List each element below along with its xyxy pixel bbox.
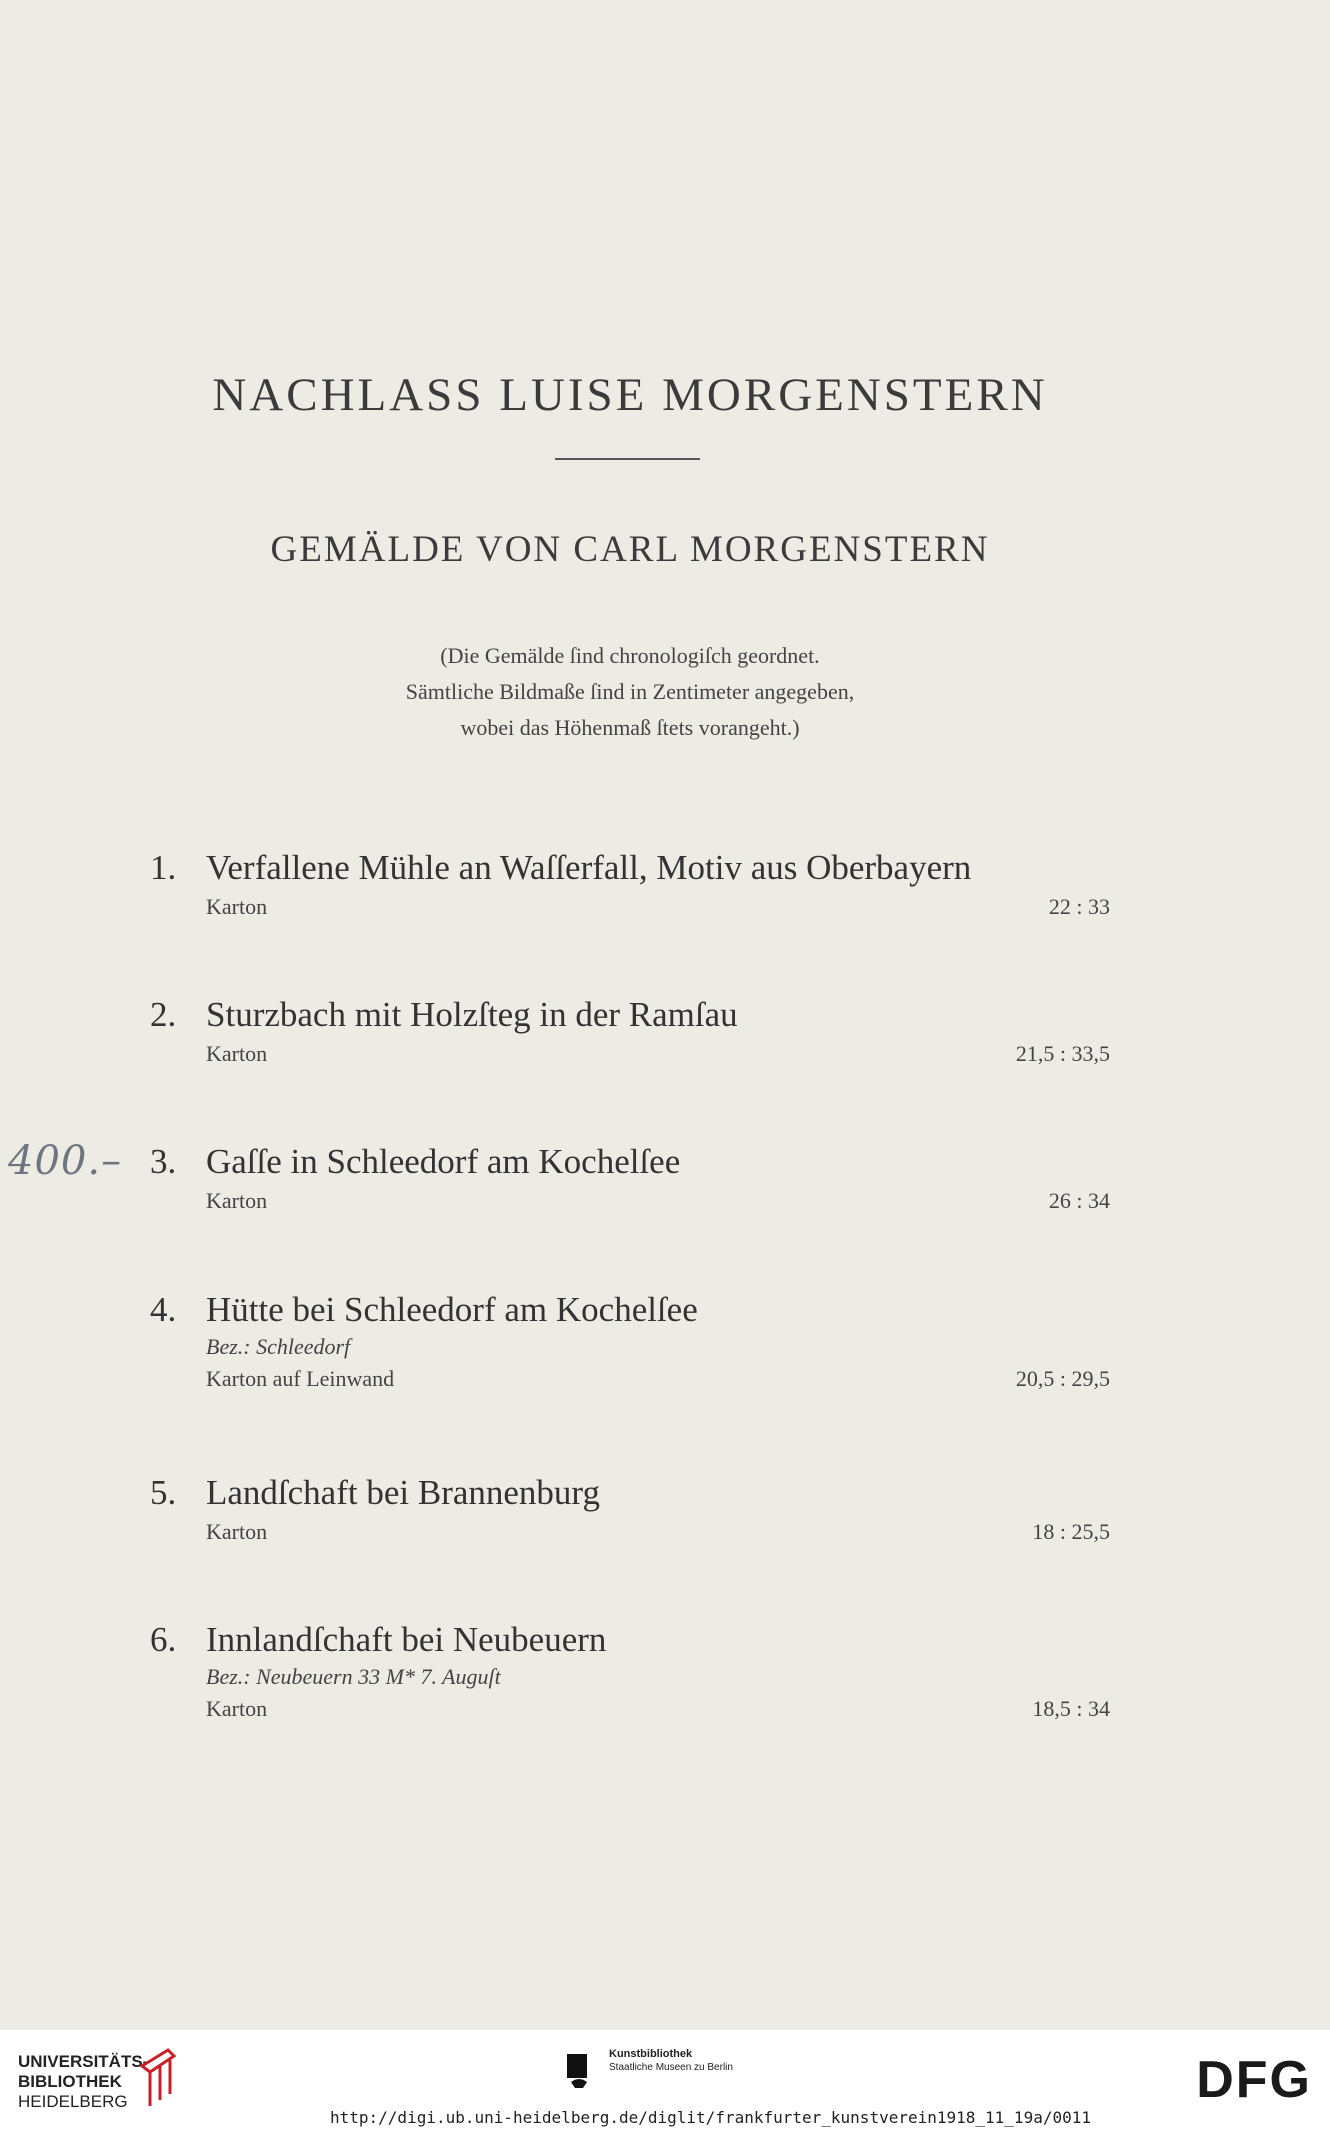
library-name-line: UNIVERSITÄTS- xyxy=(18,2052,149,2071)
item-title: Gaſſe in Schleedorf am Kochelſee xyxy=(206,1142,681,1181)
item-medium: Karton auf Leinwand xyxy=(206,1366,395,1391)
catalog-item xyxy=(150,1473,1110,1545)
item-title: Hütte bei Schleedorf am Kochelſee xyxy=(206,1290,698,1329)
library-emblem-icon xyxy=(138,2046,178,2108)
item-meta xyxy=(206,894,1110,920)
note-line: Sämtliche Bildmaße ſind in Zentimeter angegeben, xyxy=(405,679,855,704)
item-size: 22 : 33 xyxy=(1048,894,1110,919)
catalog-note xyxy=(0,638,1260,746)
catalog-item xyxy=(150,1142,1110,1214)
item-title: Innlandſchaft bei Neubeuern xyxy=(206,1620,607,1659)
item-title-line xyxy=(150,995,1110,1035)
item-size: 26 : 34 xyxy=(1048,1188,1110,1213)
document-url[interactable]: http://digi.ub.uni-heidelberg.de/diglit/frankfurter_kunstverein1918_11_19a/0011 xyxy=(330,2108,1091,2127)
item-size: 18,5 : 34 xyxy=(1032,1696,1110,1721)
item-meta xyxy=(206,1188,1110,1214)
catalog-item xyxy=(150,1290,1110,1392)
item-title-line xyxy=(150,1290,1110,1330)
item-meta xyxy=(206,1366,1110,1392)
item-title-line xyxy=(150,1473,1110,1513)
catalog-item xyxy=(150,1620,1110,1722)
page-subtitle: GEMÄLDE VON CARL MORGENSTERN xyxy=(270,529,990,570)
item-medium: Karton xyxy=(206,1041,268,1066)
item-number: 5. xyxy=(150,1473,177,1512)
item-size: 18 : 25,5 xyxy=(1032,1519,1110,1544)
title-divider xyxy=(555,458,700,460)
item-number: 2. xyxy=(150,995,177,1034)
item-title: Landſchaft bei Brannenburg xyxy=(206,1473,600,1512)
page-title: NACHLASS LUISE MORGENSTERN xyxy=(212,369,1048,421)
item-meta xyxy=(206,1519,1110,1545)
library-name-line: HEIDELBERG xyxy=(18,2092,128,2111)
catalog-item xyxy=(150,995,1110,1067)
dfg-logo[interactable]: DFG xyxy=(1196,2051,1312,2109)
item-number: 4. xyxy=(150,1290,177,1329)
kb-name: Kunstbibliothek xyxy=(609,2048,693,2060)
item-medium: Karton xyxy=(206,1696,268,1721)
item-title-line xyxy=(150,1620,1110,1660)
university-library-logo[interactable] xyxy=(18,2052,148,2112)
item-title: Sturzbach mit Holzſteg in der Ramſau xyxy=(206,995,738,1034)
item-title-line xyxy=(150,1142,1110,1182)
item-title-line xyxy=(150,848,1110,888)
item-size: 20,5 : 29,5 xyxy=(1015,1366,1110,1391)
handwritten-price-annotation: 400.– xyxy=(8,1138,123,1184)
library-name-line: BIBLIOTHEK xyxy=(18,2072,122,2091)
item-number: 1. xyxy=(150,848,177,887)
item-meta xyxy=(206,1696,1110,1722)
note-line: (Die Gemälde ſind chronologiſch geordnet. xyxy=(440,643,820,668)
item-meta xyxy=(206,1041,1110,1067)
item-number: 3. xyxy=(150,1142,177,1181)
item-medium: Karton xyxy=(206,1188,268,1213)
item-inscription: Bez.: Neubeuern 33 M* 7. Auguſt xyxy=(206,1664,501,1689)
item-size: 21,5 : 33,5 xyxy=(1015,1041,1110,1066)
eagle-icon xyxy=(567,2054,599,2090)
item-medium: Karton xyxy=(206,1519,268,1544)
item-title: Verfallene Mühle an Waſſerfall, Motiv aus Oberbayern xyxy=(206,848,972,887)
note-line: wobei das Höhenmaß ſtets vorangeht.) xyxy=(460,715,800,740)
viewer-footer xyxy=(0,2030,1330,2131)
kunstbibliothek-text xyxy=(609,2048,733,2090)
item-inscription: Bez.: Schleedorf xyxy=(206,1334,351,1359)
item-number: 6. xyxy=(150,1620,177,1659)
catalog-item xyxy=(150,848,1110,920)
item-medium: Karton xyxy=(206,894,268,919)
kb-institution: Staatliche Museen zu Berlin xyxy=(609,2062,733,2073)
kunstbibliothek-logo[interactable] xyxy=(567,2048,733,2090)
